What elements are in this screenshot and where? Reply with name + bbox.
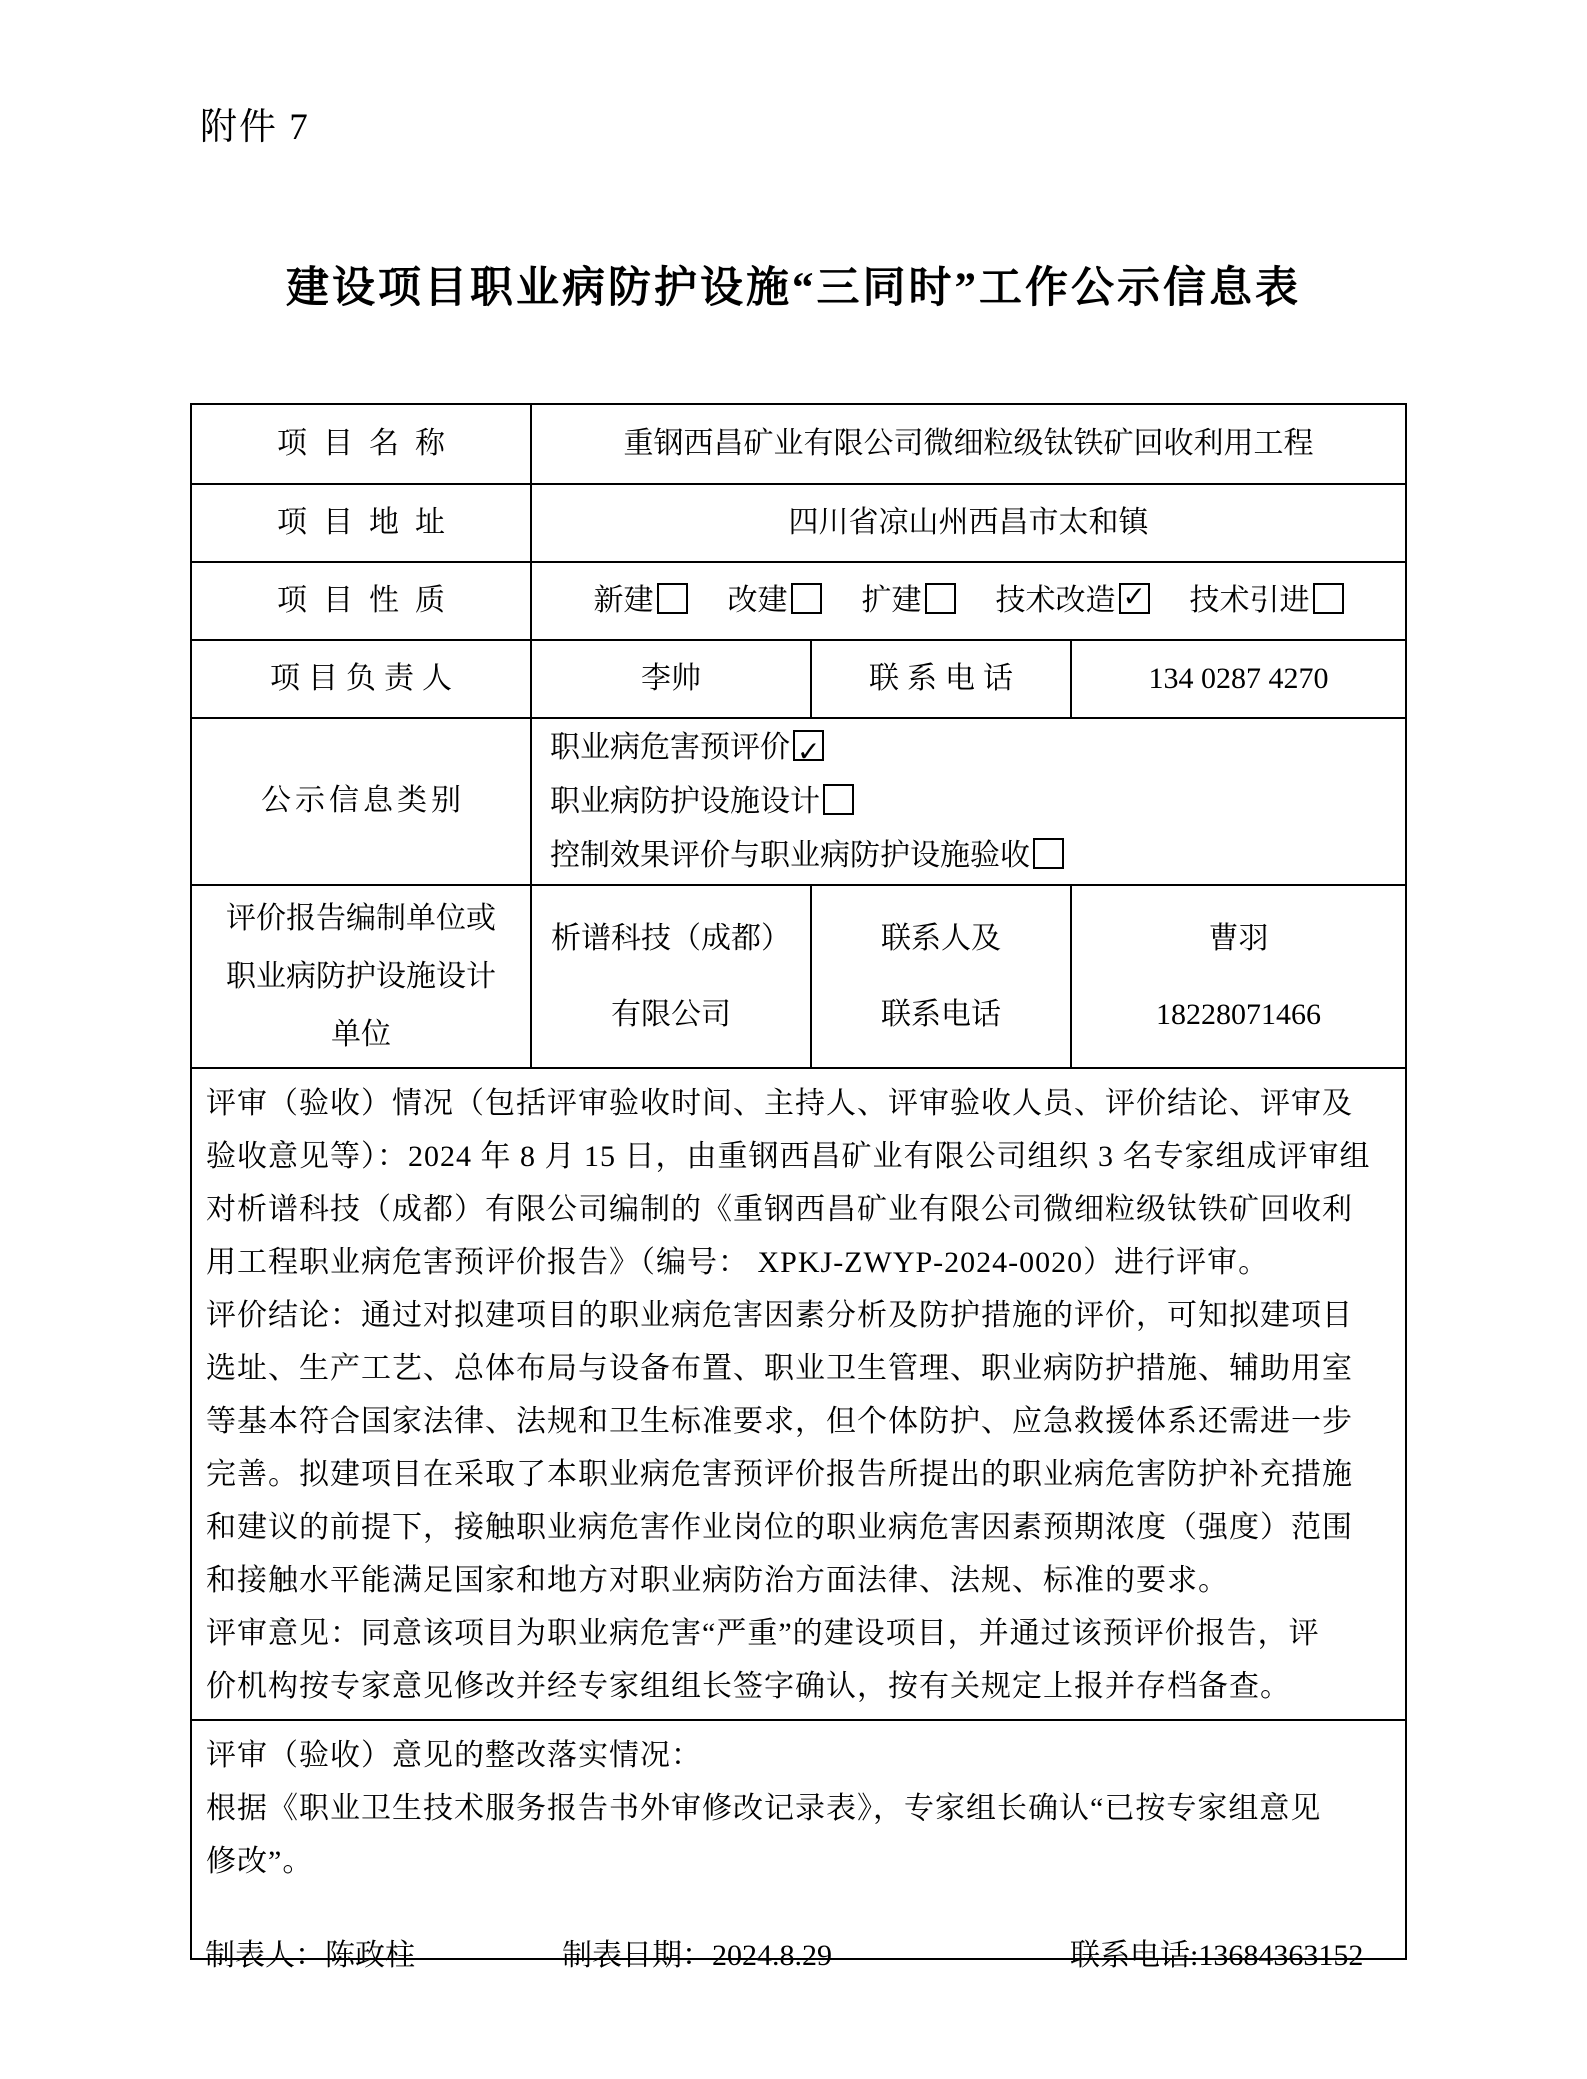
row-label-contact-phone: 联系电话 <box>811 640 1071 718</box>
table-row-report-unit <box>191 885 1406 1068</box>
table-row-project-name <box>191 404 1406 484</box>
row-label-project-name: 项目名称 <box>191 404 531 484</box>
text-line: 对析谱科技（成都）有限公司编制的《重钢西昌矿业有限公司微细粒级钛铁矿回收利 <box>206 1193 1353 1226</box>
table-row-rectification <box>191 1720 1406 1959</box>
checkbox-facility-design <box>823 784 854 815</box>
text-line: 评价结论：通过对拟建项目的职业病危害因素分析及防护措施的评价，可知拟建项目 <box>206 1299 1353 1332</box>
footer-maker: 制表人：陈政柱 <box>205 1939 415 1972</box>
text-line: 完善。拟建项目在采取了本职业病危害预评价报告所提出的职业病危害防护补充措施 <box>206 1458 1353 1491</box>
row-label-unit-contact: 联系人及 联系电话 <box>811 885 1071 1068</box>
row-label-info-category: 公示信息类别 <box>191 718 531 885</box>
checkbox-tech-import <box>1313 583 1344 614</box>
category-option-effect-acceptance: 控制效果评价与职业病防护设施验收 <box>550 829 1405 883</box>
nature-option-tech-import: 技术引进 <box>1190 581 1344 622</box>
table-row-info-category <box>191 718 1406 885</box>
cell-leader-phone: 134 0287 4270 <box>1071 640 1406 718</box>
attachment-label: 附件 7 <box>200 107 310 148</box>
row-label-project-leader: 项目负责人 <box>191 640 531 718</box>
text-line: 和接触水平能满足国家和地方对职业病防治方面法律、法规、标准的要求。 <box>206 1564 1229 1597</box>
row-label-report-unit: 评价报告编制单位或 职业病防护设施设计 单位 <box>191 885 531 1068</box>
page-title: 建设项目职业病防护设施“三同时”工作公示信息表 <box>286 265 1301 312</box>
text-line: 选址、生产工艺、总体布局与设备布置、职业卫生管理、职业病防护措施、辅助用室 <box>206 1352 1353 1385</box>
text-line: 评审（验收）意见的整改落实情况： <box>206 1739 702 1772</box>
text-line: 验收意见等）：2024 年 8 月 15 日，由重钢西昌矿业有限公司组织 3 名专家组成评审组 <box>206 1140 1371 1173</box>
cell-project-name-value: 重钢西昌矿业有限公司微细粒级钛铁矿回收利用工程 <box>531 404 1406 484</box>
nature-option-rebuild: 改建 <box>728 581 822 622</box>
cell-report-unit-name: 析谱科技（成都） 有限公司 <box>531 885 811 1068</box>
info-table <box>190 403 1407 1960</box>
nature-option-tech-transform: 技术改造 ✓ <box>996 581 1150 622</box>
checkbox-pre-evaluation <box>793 730 824 768</box>
table-row-project-leader <box>191 640 1406 718</box>
text-line: 价机构按专家意见修改并经专家组组长签字确认，按有关规定上报并存档备查。 <box>206 1670 1291 1703</box>
footer-date: 制表日期：2024.8.29 <box>562 1939 832 1972</box>
row-label-project-nature: 项目性质 <box>191 562 531 640</box>
table-row-project-address <box>191 484 1406 562</box>
table-row-project-nature <box>191 562 1406 640</box>
cell-leader-name: 李帅 <box>531 640 811 718</box>
text-line: 用工程职业病危害预评价报告》（编号： XPKJ-ZWYP-2024-0020）进行评审。 <box>206 1246 1270 1279</box>
cell-unit-contact-value: 曹羽 18228071466 <box>1071 885 1406 1068</box>
category-option-facility-design: 职业病防护设施设计 <box>550 775 1405 829</box>
nature-option-expand: 扩建 <box>862 581 956 622</box>
cell-project-nature-options <box>531 562 1406 640</box>
text-line: 评审意见：同意该项目为职业病危害“严重”的建设项目，并通过该预评价报告，评 <box>206 1617 1320 1650</box>
checkbox-rebuild <box>791 583 822 614</box>
text-line: 等基本符合国家法律、法规和卫生标准要求，但个体防护、应急救援体系还需进一步 <box>206 1405 1353 1438</box>
checkbox-new <box>657 583 688 614</box>
check-mark-icon: ✓ <box>1122 579 1146 613</box>
cell-info-category-options <box>531 718 1406 885</box>
footer-phone: 联系电话:13684363152 <box>1070 1939 1364 1972</box>
category-option-pre-evaluation: 职业病危害预评价 ✓ <box>550 721 1405 775</box>
text-line: 评审（验收）情况（包括评审验收时间、主持人、评审验收人员、评价结论、评审及 <box>206 1087 1353 1120</box>
checkbox-expand <box>925 583 956 614</box>
text-line: 和建议的前提下，接触职业病危害作业岗位的职业病危害因素预期浓度（强度）范围 <box>206 1511 1353 1544</box>
cell-review-situation <box>191 1068 1406 1720</box>
text-line: 修改”。 <box>206 1845 314 1878</box>
check-mark-icon: ✓ <box>797 734 821 768</box>
checkbox-tech-transform <box>1119 579 1150 614</box>
cell-project-address-value: 四川省凉山州西昌市太和镇 <box>531 484 1406 562</box>
checkbox-effect-acceptance <box>1033 838 1064 869</box>
table-row-review-situation <box>191 1068 1406 1720</box>
nature-option-new: 新建 <box>594 581 688 622</box>
text-line: 根据《职业卫生技术服务报告书外审修改记录表》，专家组长确认“已按专家组意见 <box>206 1792 1322 1825</box>
row-label-project-address: 项目地址 <box>191 484 531 562</box>
cell-rectification <box>191 1720 1406 1959</box>
